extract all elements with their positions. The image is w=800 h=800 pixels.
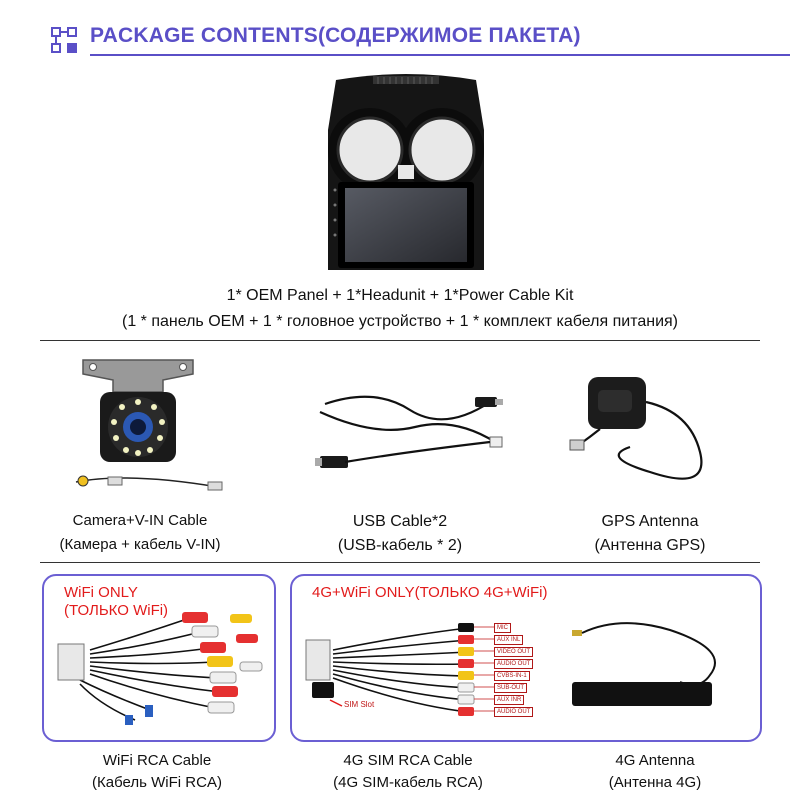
gps-caption-en: GPS Antenna [601, 513, 699, 530]
wifi-rca-cable-image [50, 600, 270, 730]
gps-antenna-image [560, 372, 730, 502]
usb-caption-ru: (USB-кабель * 2) [337, 537, 463, 554]
connector-tag: AUDIO OUT [494, 659, 533, 669]
4g-antenna-caption-en: 4G Antenna [615, 752, 695, 769]
camera-caption-ru: (Камера + кабель V-IN) [59, 536, 221, 553]
connector-tag: SUB-OUT [494, 683, 527, 693]
4g-antenna-caption-ru: (Антенна 4G) [608, 774, 702, 791]
wifi-only-label-ru: (ТОЛЬКО WiFi) [64, 602, 169, 619]
4g-sim-rca-caption-ru: (4G SIM-кабель RCA) [333, 774, 483, 791]
oem-panel-headunit-image [318, 70, 494, 278]
connector-tag: AUDIO OUT [494, 707, 533, 717]
4g-wifi-label: 4G+WiFi ONLY(ТОЛЬКО 4G+WiFi) [312, 584, 548, 601]
page-title: PACKAGE CONTENTS(СОДЕРЖИМОЕ ПАКЕТА) [90, 24, 581, 47]
connector-tag: VIDEO OUT [494, 647, 533, 657]
header [50, 20, 780, 56]
connector-tag: MIC [494, 623, 511, 633]
4g-sim-rca-caption-en: 4G SIM RCA Cable [343, 752, 473, 769]
camera-image [68, 352, 238, 497]
connector-tag: AUX INL [494, 635, 523, 645]
4g-antenna-image [560, 620, 750, 720]
package-grid-icon [50, 26, 78, 54]
divider [40, 562, 760, 563]
main-caption-ru: (1 * панель OEM + 1 * головное устройство + 1 * комплект кабеля питания) [121, 313, 678, 330]
usb-cable-image [315, 382, 505, 482]
wifi-rca-caption-en: WiFi RCA Cable [102, 752, 212, 769]
wifi-only-label: WiFi ONLY [64, 584, 138, 601]
main-caption-en: 1* OEM Panel + 1*Headunit + 1*Power Cable Kit [226, 287, 574, 304]
wifi-rca-caption-ru: (Кабель WiFi RCA) [92, 774, 222, 791]
title-underline [90, 54, 790, 56]
connector-tag: AUX INR [494, 695, 524, 705]
gps-caption-ru: (Антенна GPS) [594, 537, 706, 554]
camera-caption-en: Camera+V-IN Cable [72, 512, 208, 529]
usb-caption-en: USB Cable*2 [352, 513, 448, 530]
divider [40, 340, 760, 341]
connector-tag: CVBS-IN-1 [494, 671, 530, 681]
sim-slot-label: SIM Slot [344, 700, 375, 709]
